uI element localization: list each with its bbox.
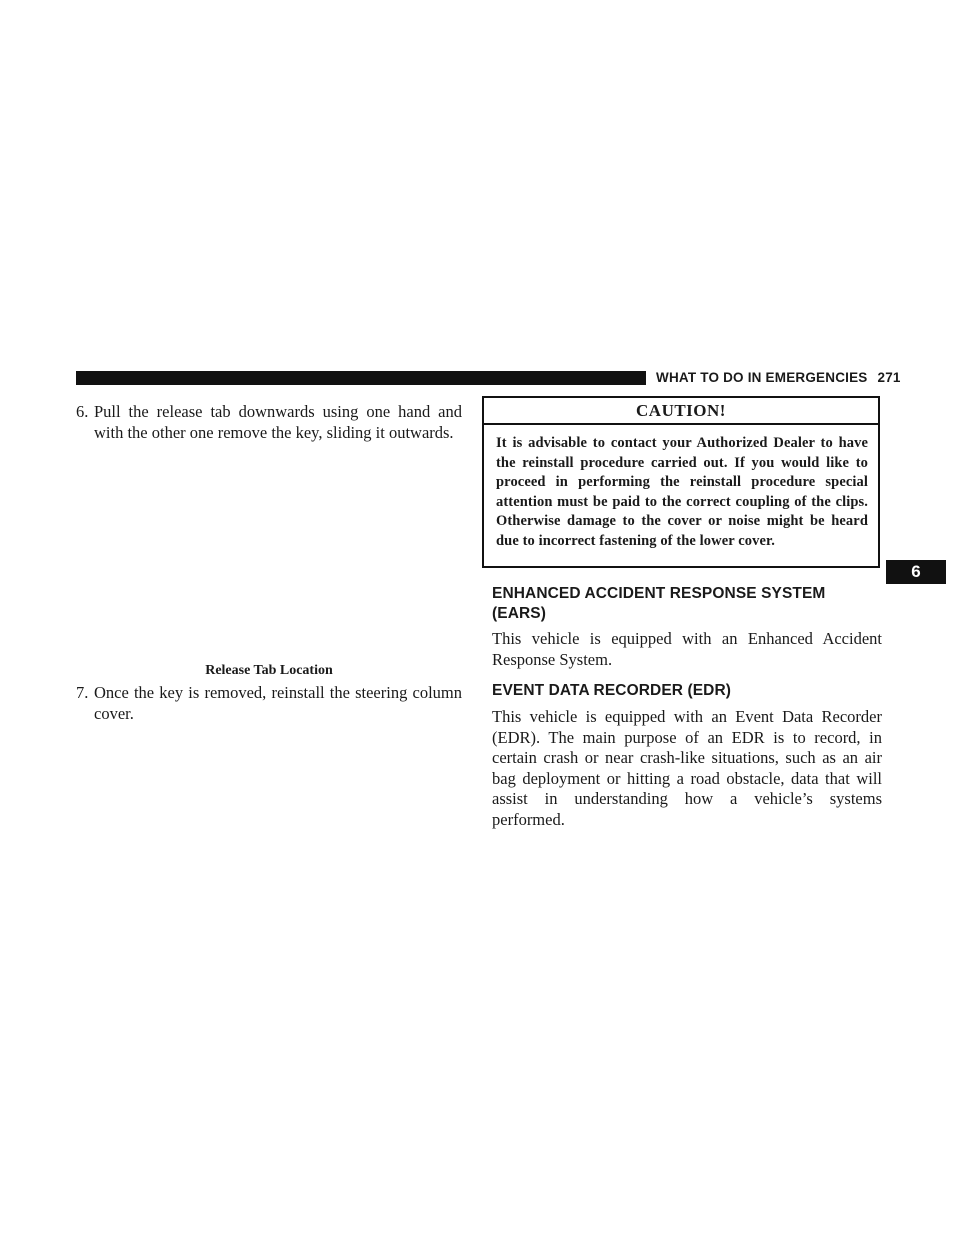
header-rule (76, 371, 646, 385)
chapter-tab: 6 (886, 560, 946, 584)
figure-caption: Release Tab Location (205, 663, 333, 678)
section-body-edr: This vehicle is equipped with an Event Data Recorder (EDR). The main purpose of an EDR is to record, in certain crash or near crash-like situations, such as an air bag deployment or hitting a road obstacle, data that will assist in understanding how a vehicle’s systems performed. (492, 707, 882, 829)
section-title: WHAT TO DO IN EMERGENCIES (656, 370, 868, 385)
running-header (656, 369, 901, 387)
section-body-ears: This vehicle is equipped with an Enhanced Accident Response System. (492, 629, 882, 669)
caution-box (482, 396, 880, 568)
step-7-text: Once the key is removed, reinstall the steering column cover. (94, 683, 462, 723)
step-6 (76, 402, 462, 443)
page-number: 271 (877, 370, 901, 385)
step-7-number: 7. (76, 683, 89, 702)
step-6-number: 6. (76, 402, 89, 421)
release-tab-figure (76, 450, 462, 655)
section-heading-edr: EVENT DATA RECORDER (EDR) (492, 682, 732, 699)
step-7 (76, 683, 462, 724)
caution-title: CAUTION! (484, 398, 878, 425)
caution-text: It is advisable to contact your Authorized Dealer to have the reinstall procedure carried out. If you would like to proceed in performing the reinstall procedure special attention must be paid to the correct coupling of the clips. Otherwise damage to the cover or noise might be heard due to incorrect fastening of the lower cover. (496, 435, 868, 549)
section-heading-ears: ENHANCED ACCIDENT RESPONSE SYSTEM (EARS) (492, 585, 826, 622)
step-6-text: Pull the release tab downwards using one hand and with the other one remove the key, sliding it outwards. (94, 402, 462, 442)
